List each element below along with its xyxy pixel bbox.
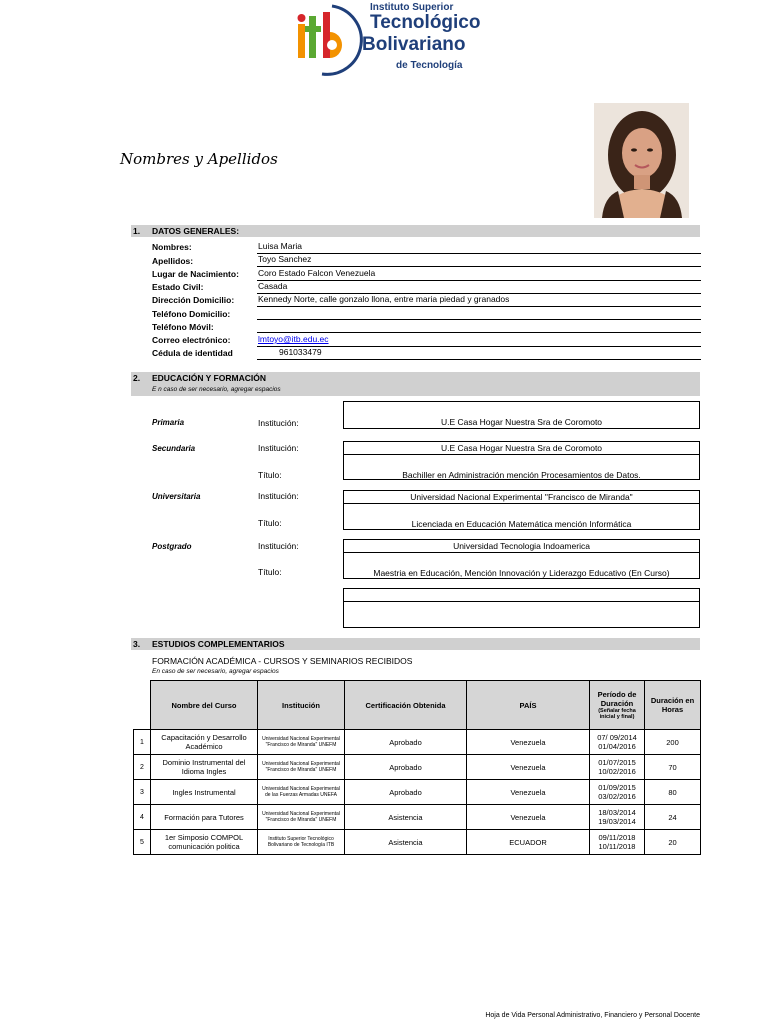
row-institucion: Universidad Nacional Experimental "Francisco de Miranda" UNEFM — [258, 805, 345, 830]
value-telefono-movil — [257, 320, 701, 333]
row-periodo — [590, 755, 645, 780]
edu-level-secundaria: Secundaria — [152, 444, 196, 453]
label-lugar-nacimiento: Lugar de Nacimiento: — [152, 269, 239, 279]
row-fecha-fin: 10/02/2016 — [598, 767, 636, 776]
edu-empty-row — [343, 588, 700, 602]
header-institucion: Institución — [258, 681, 345, 730]
row-fecha-inicio: 09/11/2018 — [598, 833, 636, 842]
label-nombres: Nombres: — [152, 242, 192, 252]
itb-logo-mark — [292, 2, 372, 78]
row-periodo — [590, 830, 645, 855]
row-certificacion: Asistencia — [345, 805, 467, 830]
table-row — [134, 755, 701, 780]
label-cedula: Cédula de identidad — [152, 348, 233, 358]
row-fecha-fin: 19/03/2014 — [598, 817, 636, 826]
edu-title-label: Título: — [258, 567, 282, 577]
row-curso: Dominio Instrumental del Idioma Ingles — [151, 755, 258, 780]
value-telefono-domicilio — [257, 307, 701, 320]
row-horas: 80 — [645, 780, 701, 805]
edu-universitaria-title: Licenciada en Educación Matemática mención Informática — [343, 503, 700, 530]
row-pais: Venezuela — [467, 755, 590, 780]
row-horas: 70 — [645, 755, 701, 780]
value-estado-civil: Casada — [257, 281, 701, 294]
value-direccion: Kennedy Norte, calle gonzalo llona, entre maria piedad y granados — [257, 294, 701, 307]
row-curso: 1er Simposio COMPOL comunicación politica — [151, 830, 258, 855]
row-periodo — [590, 805, 645, 830]
header-pais: PAÍS — [467, 681, 590, 730]
edu-empty-row — [343, 601, 700, 628]
value-nombres: Luisa Maria — [257, 241, 701, 254]
row-institucion: Instituto Superior Tecnológico Bolivariano de Tecnología ITB — [258, 830, 345, 855]
row-fecha-fin: 10/11/2018 — [598, 842, 636, 851]
edu-inst-label: Institución: — [258, 443, 299, 453]
label-estado-civil: Estado Civil: — [152, 282, 204, 292]
logo-line-2: Tecnológico — [370, 12, 481, 33]
section-title: DATOS GENERALES: — [152, 226, 240, 236]
edu-primaria-institution: U.E Casa Hogar Nuestra Sra de Coromoto — [343, 401, 700, 429]
row-pais: Venezuela — [467, 805, 590, 830]
header-empty-cell — [134, 681, 151, 730]
edu-secundaria-institution: U.E Casa Hogar Nuestra Sra de Coromoto — [343, 441, 700, 455]
logo-line-3: Bolivariano — [362, 34, 466, 55]
row-pais: Venezuela — [467, 780, 590, 805]
row-curso: Ingles Instrumental — [151, 780, 258, 805]
row-fecha-inicio: 07/ 09/2014 — [597, 733, 637, 742]
value-lugar-nacimiento: Coro Estado Falcon Venezuela — [257, 268, 701, 281]
edu-level-postgrado: Postgrado — [152, 542, 192, 551]
page-footer: Hoja de Vida Personal Administrativo, Financiero y Personal Docente — [485, 1012, 700, 1019]
edu-level-universitaria: Universitaria — [152, 492, 201, 501]
edu-universitaria-institution: Universidad Nacional Experimental "Francisco de Miranda" — [343, 490, 700, 504]
row-certificacion: Aprobado — [345, 780, 467, 805]
row-fecha-inicio: 01/07/2015 — [598, 758, 636, 767]
section-number: 3. — [133, 639, 141, 649]
profile-photo — [594, 103, 689, 218]
row-fecha-inicio: 18/03/2014 — [598, 808, 636, 817]
page-title: Nombres y Apellidos — [120, 150, 278, 168]
header-periodo-label: Período de Duración — [597, 690, 637, 708]
logo-line-1: Instituto Superior — [370, 2, 454, 13]
row-institucion: Universidad Nacional Experimental de las Fuerzas Armadas UNEFA — [258, 780, 345, 805]
value-correo — [257, 334, 701, 347]
label-telefono-movil: Teléfono Móvil: — [152, 322, 214, 332]
section-title: ESTUDIOS COMPLEMENTARIOS — [152, 639, 285, 649]
section-number: 2. — [133, 373, 141, 383]
edu-secundaria-title: Bachiller en Administración mención Procesamientos de Datos. — [343, 454, 700, 480]
table-row — [134, 730, 701, 755]
value-cedula: 961033479 — [257, 347, 701, 360]
row-pais: ECUADOR — [467, 830, 590, 855]
section-title: EDUCACIÓN Y FORMACIÓN — [152, 373, 266, 383]
row-horas: 200 — [645, 730, 701, 755]
header-periodo-note: (Señalar fecha inicial y final) — [598, 708, 636, 720]
row-certificacion: Aprobado — [345, 755, 467, 780]
table-row — [134, 805, 701, 830]
row-number: 5 — [134, 830, 151, 855]
row-number: 3 — [134, 780, 151, 805]
edu-postgrado-title: Maestria en Educación, Mención Innovación y Liderazgo Educativo (En Curso) — [343, 552, 700, 579]
row-institucion: Universidad Nacional Experimental "Francisco de Miranda" UNEFM — [258, 730, 345, 755]
row-number: 2 — [134, 755, 151, 780]
edu-level-primaria: Primaria — [152, 418, 185, 427]
section-note: En caso de ser necesario, agregar espacios — [152, 668, 279, 675]
edu-title-label: Título: — [258, 518, 282, 528]
table-row — [134, 780, 701, 805]
label-direccion: Dirección Domicilio: — [152, 295, 235, 305]
header-certificacion: Certificación Obtenida — [345, 681, 467, 730]
header-horas: Duración en Horas — [645, 681, 701, 730]
row-curso: Formación para Tutores — [151, 805, 258, 830]
edu-postgrado-institution: Universidad Tecnologia Indoamerica — [343, 539, 700, 553]
row-horas: 24 — [645, 805, 701, 830]
edu-title-label: Título: — [258, 470, 282, 480]
header-periodo — [590, 681, 645, 730]
row-periodo — [590, 730, 645, 755]
edu-inst-label: Institución: — [258, 541, 299, 551]
row-certificacion: Asistencia — [345, 830, 467, 855]
row-pais: Venezuela — [467, 730, 590, 755]
row-curso: Capacitación y Desarrollo Académico — [151, 730, 258, 755]
row-institucion: Universidad Nacional Experimental "Francisco de Miranda" UNEFM — [258, 755, 345, 780]
row-certificacion: Aprobado — [345, 730, 467, 755]
row-horas: 20 — [645, 830, 701, 855]
section-number: 1. — [133, 226, 141, 236]
row-fecha-inicio: 01/09/2015 — [598, 783, 636, 792]
row-periodo — [590, 780, 645, 805]
row-fecha-fin: 01/04/2016 — [598, 742, 636, 751]
edu-inst-label: Institución: — [258, 491, 299, 501]
logo-line-4: de Tecnología — [396, 60, 463, 71]
row-fecha-fin: 03/02/2016 — [598, 792, 636, 801]
email-link[interactable]: lmtoyo@itb.edu.ec — [258, 334, 329, 344]
section-datos-generales — [131, 225, 700, 237]
section-note: E n caso de ser necesario, agregar espacios — [152, 386, 281, 393]
courses-table — [133, 680, 701, 855]
row-number: 4 — [134, 805, 151, 830]
label-telefono-domicilio: Teléfono Domicilio: — [152, 309, 231, 319]
header-curso: Nombre del Curso — [151, 681, 258, 730]
edu-inst-label: Institución: — [258, 418, 299, 428]
row-number: 1 — [134, 730, 151, 755]
institution-logo — [292, 2, 481, 78]
section-subtitle: FORMACIÓN ACADÉMICA - CURSOS Y SEMINARIOS RECIBIDOS — [152, 656, 413, 666]
section-estudios-complementarios — [131, 638, 700, 650]
label-apellidos: Apellidos: — [152, 256, 194, 266]
value-apellidos: Toyo Sanchez — [257, 254, 701, 267]
table-row — [134, 830, 701, 855]
label-correo: Correo electrónico: — [152, 335, 231, 345]
table-header-row — [134, 681, 701, 730]
